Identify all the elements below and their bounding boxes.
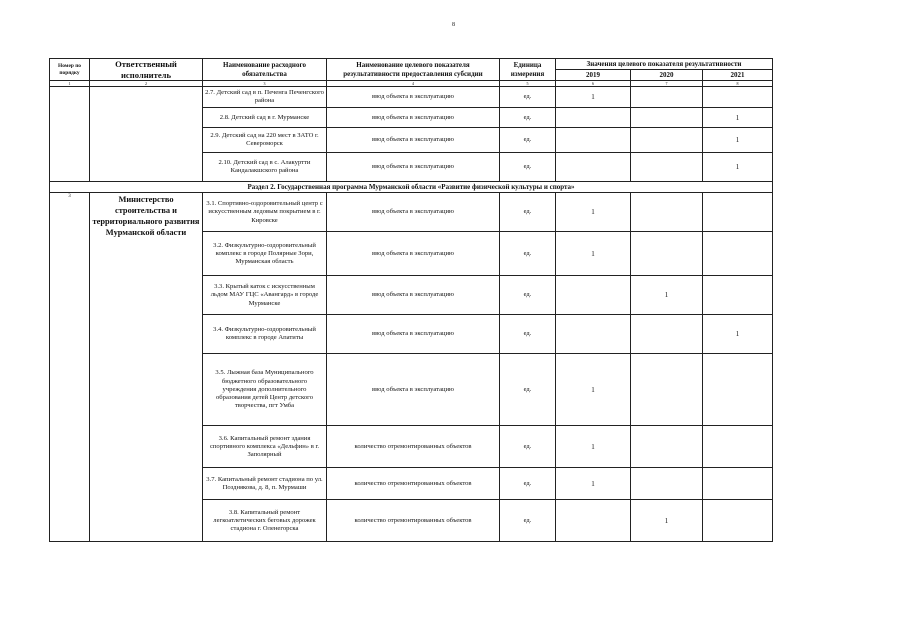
obligation-cell: 2.10. Детский сад в с. Алакуртти Кандалакшского района	[203, 153, 327, 182]
indicator-cell: ввод объекта в эксплуатацию	[327, 354, 500, 426]
value-2021: 1	[703, 108, 773, 128]
obligation-cell: 2.8. Детский сад в г. Мурманске	[203, 108, 327, 128]
value-2020	[631, 87, 703, 108]
header-year-2019: 2019	[556, 70, 631, 81]
indicator-cell: количество отремонтированных объектов	[327, 500, 500, 542]
value-2020	[631, 232, 703, 276]
header-indicator: Наименование целевого показателя результативности предоставления субсидии	[327, 59, 500, 81]
header-year-2020: 2020	[631, 70, 703, 81]
unit-cell: ед.	[500, 354, 556, 426]
value-2020	[631, 153, 703, 182]
value-2019	[556, 108, 631, 128]
obligation-cell: 3.5. Лыжная база Муниципального бюджетного образовательного учреждения дополнительного образования детей Центр детского творчества, пгт Умба	[203, 354, 327, 426]
indicator-cell: ввод объекта в эксплуатацию	[327, 193, 500, 232]
indicator-cell: ввод объекта в эксплуатацию	[327, 315, 500, 354]
index-cell: 8	[703, 81, 773, 87]
header-unit: Единица измерения	[500, 59, 556, 81]
value-2021	[703, 276, 773, 315]
obligation-cell: 3.1. Спортивно-оздоровительный центр с искусственным ледовым покрытием в г. Кировске	[203, 193, 327, 232]
value-2019	[556, 500, 631, 542]
obligation-cell: 2.9. Детский сад на 220 мест в ЗАТО г. Североморск	[203, 128, 327, 153]
value-2019: 1	[556, 354, 631, 426]
obligation-cell: 3.6. Капитальный ремонт здания спортивного комплекса «Дельфин» в г. Заполярный	[203, 426, 327, 468]
indicator-cell: ввод объекта в эксплуатацию	[327, 108, 500, 128]
obligation-cell: 3.4. Физкультурно-оздоровительный комплекс в городе Апатиты	[203, 315, 327, 354]
value-2019: 1	[556, 232, 631, 276]
value-2020	[631, 354, 703, 426]
value-2020: 1	[631, 276, 703, 315]
indicator-cell: ввод объекта в эксплуатацию	[327, 276, 500, 315]
header-values-group: Значения целевого показателя результативности	[556, 59, 773, 70]
value-2021	[703, 426, 773, 468]
value-2020	[631, 426, 703, 468]
table-row	[50, 87, 773, 108]
value-2019	[556, 153, 631, 182]
value-2019: 1	[556, 87, 631, 108]
header-responsible: Ответственный исполнитель	[90, 59, 203, 81]
section-row	[50, 182, 773, 193]
indicator-table	[49, 58, 773, 542]
responsible-cell: Министерство строительства и территориального развития Мурманской области	[90, 193, 203, 542]
value-2020	[631, 315, 703, 354]
value-2019	[556, 128, 631, 153]
header-num: Номер по порядку	[50, 59, 90, 81]
section-title: Раздел 2. Государственная программа Мурманской области «Развитие физической культуры и спорта»	[50, 182, 773, 193]
obligation-cell: 2.7. Детский сад в п. Печенга Печенгского района	[203, 87, 327, 108]
value-2019: 1	[556, 468, 631, 500]
value-2020	[631, 193, 703, 232]
header-year-2021: 2021	[703, 70, 773, 81]
table-row	[50, 193, 773, 232]
value-2019	[556, 276, 631, 315]
header-obligation: Наименование расходного обязательства	[203, 59, 327, 81]
indicator-cell: ввод объекта в эксплуатацию	[327, 128, 500, 153]
value-2021	[703, 193, 773, 232]
unit-cell: ед.	[500, 232, 556, 276]
value-2020	[631, 108, 703, 128]
unit-cell: ед.	[500, 500, 556, 542]
index-cell: 1	[50, 81, 90, 87]
obligation-cell: 3.7. Капитальный ремонт стадиона по ул. Позднякова, д. 8, п. Мурмаши	[203, 468, 327, 500]
indicator-cell: ввод объекта в эксплуатацию	[327, 232, 500, 276]
value-2019: 1	[556, 426, 631, 468]
unit-cell: ед.	[500, 108, 556, 128]
value-2021: 1	[703, 128, 773, 153]
index-cell: 4	[327, 81, 500, 87]
obligation-cell: 3.3. Крытый каток с искусственным льдом МАУ ГЦС «Авангард» в городе Мурманске	[203, 276, 327, 315]
obligation-cell: 3.8. Капитальный ремонт легкоатлетических беговых дорожек стадиона г. Оленегорска	[203, 500, 327, 542]
page-number: 8	[452, 22, 455, 28]
unit-cell: ед.	[500, 87, 556, 108]
indicator-cell: количество отремонтированных объектов	[327, 468, 500, 500]
index-cell: 5	[500, 81, 556, 87]
index-cell: 2	[90, 81, 203, 87]
unit-cell: ед.	[500, 276, 556, 315]
index-cell: 7	[631, 81, 703, 87]
value-2019	[556, 315, 631, 354]
responsible-cell	[90, 87, 203, 182]
index-cell: 3	[203, 81, 327, 87]
value-2019: 1	[556, 193, 631, 232]
indicator-cell: ввод объекта в эксплуатацию	[327, 87, 500, 108]
obligation-cell: 3.2. Физкультурно-оздоровительный комплекс в городе Полярные Зори, Мурманская область	[203, 232, 327, 276]
value-2021: 1	[703, 153, 773, 182]
value-2020	[631, 468, 703, 500]
unit-cell: ед.	[500, 315, 556, 354]
num-cell	[50, 87, 90, 182]
unit-cell: ед.	[500, 128, 556, 153]
value-2021	[703, 87, 773, 108]
indicator-cell: количество отремонтированных объектов	[327, 426, 500, 468]
num-cell: 3	[50, 193, 90, 542]
value-2021	[703, 232, 773, 276]
unit-cell: ед.	[500, 468, 556, 500]
value-2021	[703, 468, 773, 500]
value-2021	[703, 354, 773, 426]
value-2021: 1	[703, 315, 773, 354]
value-2021	[703, 500, 773, 542]
unit-cell: ед.	[500, 193, 556, 232]
indicator-cell: ввод объекта в эксплуатацию	[327, 153, 500, 182]
unit-cell: ед.	[500, 153, 556, 182]
unit-cell: ед.	[500, 426, 556, 468]
index-cell: 6	[556, 81, 631, 87]
value-2020: 1	[631, 500, 703, 542]
value-2020	[631, 128, 703, 153]
